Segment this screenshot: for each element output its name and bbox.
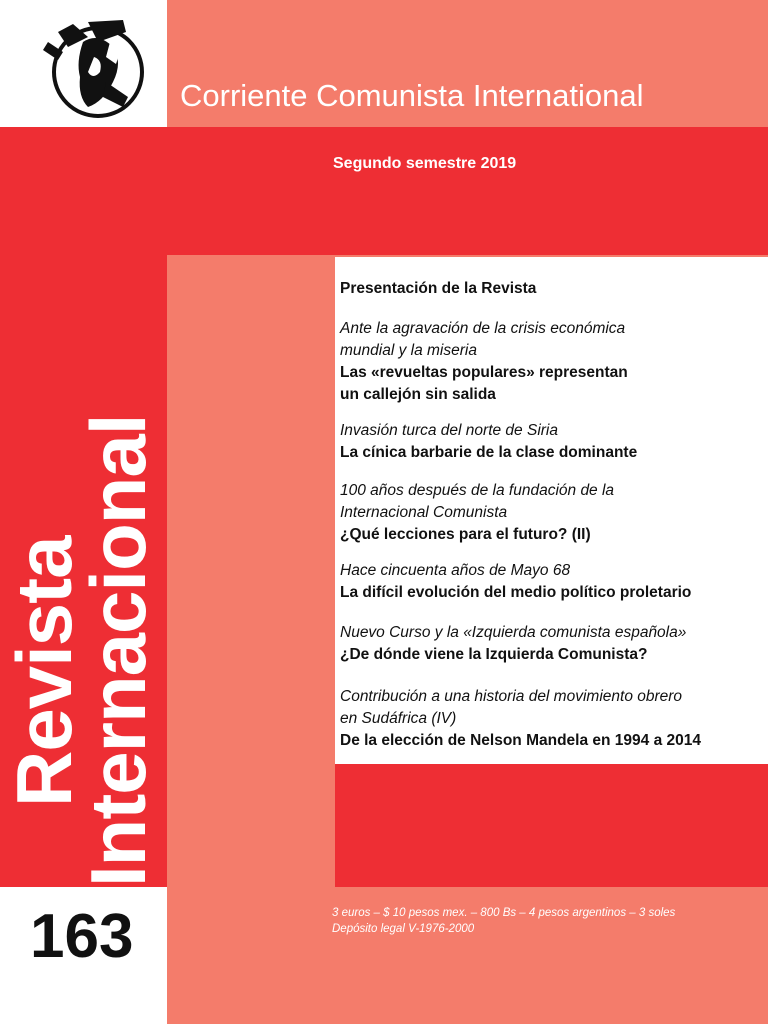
toc-entry (340, 318, 760, 406)
middle-column (167, 255, 335, 887)
price-line: 3 euros – $ 10 pesos mex. – 800 Bs – 4 pesos argentinos – 3 soles (332, 907, 676, 919)
toc-entry-title: ¿De dónde viene la Izquierda Comunista? (340, 646, 648, 663)
toc-entry-kicker: mundial y la miseria (340, 342, 477, 359)
title-line-2: Internacional (74, 414, 162, 887)
toc-entry (340, 686, 760, 752)
toc-entry-title: ¿Qué lecciones para el futuro? (II) (340, 526, 591, 543)
worker-emblem-icon (28, 2, 158, 127)
legal-deposit: Depósito legal V-1976-2000 (332, 923, 475, 935)
toc-entry-kicker: Nuevo Curso y la «Izquierda comunista española» (340, 624, 687, 641)
toc-entry-title: De la elección de Nelson Mandela en 1994 a 2014 (340, 732, 701, 749)
toc-entry (340, 560, 760, 604)
toc-entry-kicker: 100 años después de la fundación de la (340, 482, 615, 499)
toc-entry-title: un callejón sin salida (340, 386, 496, 403)
toc-entry (340, 278, 760, 300)
toc-entry-kicker: Ante la agravación de la crisis económica (340, 320, 626, 337)
price-info (332, 905, 675, 937)
toc-entry-kicker: Contribución a una historia del movimiento obrero (340, 688, 683, 705)
red-band (0, 127, 768, 255)
logo-panel (0, 0, 167, 127)
toc-entry-kicker: Hace cincuenta años de Mayo 68 (340, 562, 571, 579)
toc-entry (340, 622, 760, 666)
semester-label: Segundo semestre 2019 (333, 155, 517, 172)
organization-name: Corriente Comunista International (180, 78, 644, 113)
toc-entry-kicker: Invasión turca del norte de Siria (340, 422, 558, 439)
issue-number: 163 (30, 902, 134, 971)
title-line-1: Revista (0, 536, 88, 807)
toc-footer-band (335, 764, 768, 887)
toc-entry-title: La cínica barbarie de la clase dominante (340, 444, 638, 461)
toc-entry-title: Presentación de la Revista (340, 280, 537, 297)
toc-entry-kicker: Internacional Comunista (340, 504, 508, 521)
toc-entry-kicker: en Sudáfrica (IV) (340, 710, 457, 727)
toc-entry (340, 480, 760, 546)
toc-entry-title: La difícil evolución del medio político proletario (340, 584, 692, 601)
toc-entry-title: Las «revueltas populares» representan (340, 364, 628, 381)
magazine-title (0, 255, 167, 887)
toc-entry (340, 420, 760, 464)
